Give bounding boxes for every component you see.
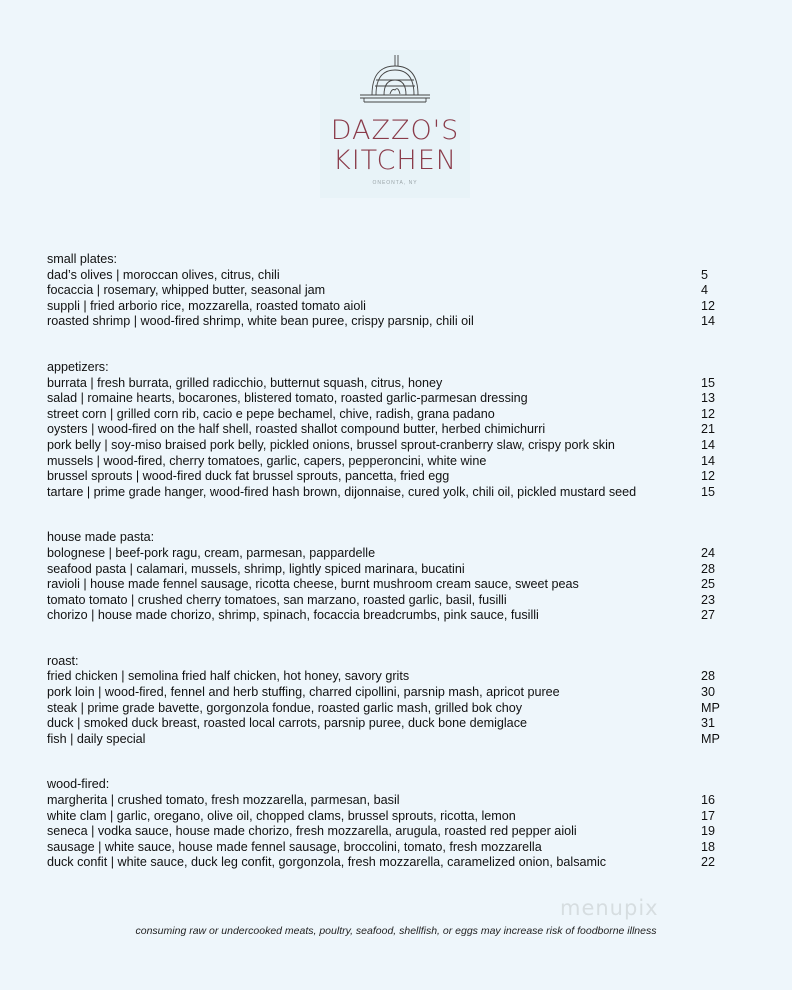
menu-item — [47, 407, 727, 423]
menu-item-price: 18 — [701, 839, 716, 854]
menu-item-description: street corn | grilled corn rib, cacio e pepe bechamel, chive, radish, grana padano — [47, 406, 495, 421]
menu-item-description: pork belly | soy-miso braised pork belly, pickled onions, brussel sprout-cranberry slaw, crispy pork skin — [47, 437, 615, 452]
menu-item-description: oysters | wood-fired on the half shell, roasted shallot compound butter, herbed chimichurri — [47, 422, 546, 437]
menu-item-price: 12 — [701, 406, 716, 421]
menu-item-price: 15 — [701, 484, 716, 499]
menu-item-description: mussels | wood-fired, cherry tomatoes, garlic, capers, pepperoncini, white wine — [47, 453, 487, 468]
menu-item — [47, 685, 727, 701]
menu-item-description: roasted shrimp | wood-fired shrimp, white bean puree, crispy parsnip, chili oil — [47, 314, 474, 329]
menu-item — [47, 701, 727, 717]
menu-item — [47, 824, 727, 840]
menu-item-price: 31 — [701, 716, 716, 731]
menu-item — [47, 732, 727, 748]
section-title: house made pasta: — [47, 530, 155, 545]
menu-item — [47, 669, 727, 685]
menu-item-price: MP — [701, 700, 720, 715]
menu-item-price: 15 — [701, 375, 716, 390]
section-title: wood-fired: — [47, 777, 110, 792]
logo-title-line2: KITCHEN — [333, 145, 457, 176]
menu-item-price: 24 — [701, 545, 716, 560]
menu-item-description: suppli | fried arborio rice, mozzarella, roasted tomato aioli — [47, 298, 366, 313]
menu-item-description: seafood pasta | calamari, mussels, shrimp, lightly spiced marinara, bucatini — [47, 561, 465, 576]
menu-item-price: 13 — [701, 391, 716, 406]
menu-item-description: white clam | garlic, oregano, olive oil, chopped clams, brussel sprouts, ricotta, lemon — [47, 808, 516, 823]
menu-item-price: 5 — [701, 267, 709, 282]
menu-item-price: 14 — [701, 437, 716, 452]
menu-section — [47, 777, 727, 871]
menu-item-price: 19 — [701, 824, 716, 839]
menu-section — [47, 530, 727, 624]
menu-item-description: bolognese | beef-pork ragu, cream, parmesan, pappardelle — [47, 545, 376, 560]
menu-item-description: brussel sprouts | wood-fired duck fat brussel sprouts, pancetta, fried egg — [47, 469, 450, 484]
menu-item-price: 22 — [701, 855, 716, 870]
menu-section — [47, 654, 727, 748]
menu-item — [47, 593, 727, 609]
menu-item — [47, 376, 727, 392]
menu-section — [47, 360, 727, 500]
menu-item — [47, 485, 727, 501]
menu-item-price: MP — [701, 731, 720, 746]
menu-item-description: chorizo | house made chorizo, shrimp, spinach, focaccia breadcrumbs, pink sauce, fusilli — [47, 608, 539, 623]
menu-item — [47, 793, 727, 809]
section-title: roast: — [47, 653, 79, 668]
menu-item-price: 30 — [701, 685, 716, 700]
menu-item — [47, 422, 727, 438]
menu-list — [47, 252, 727, 901]
section-title: small plates: — [47, 252, 117, 266]
menu-item-description: fried chicken | semolina fried half chicken, hot honey, savory grits — [47, 669, 410, 684]
menu-item-price: 14 — [701, 453, 716, 468]
pizza-oven-icon — [320, 50, 470, 120]
menu-item-price: 14 — [701, 314, 716, 329]
menu-item — [47, 577, 727, 593]
menu-item — [47, 840, 727, 856]
menu-item-description: fish | daily special — [47, 731, 146, 746]
menu-item-price: 21 — [701, 422, 716, 437]
menu-item-price: 4 — [701, 283, 709, 298]
menu-item — [47, 716, 727, 732]
logo-location: ONEONTA, NY — [372, 180, 418, 186]
menu-item-price: 28 — [701, 561, 716, 576]
menu-item — [47, 268, 727, 284]
menu-item-description: duck confit | white sauce, duck leg confit, gorgonzola, fresh mozzarella, caramelized onion, balsamic — [47, 855, 607, 870]
menu-item-description: steak | prime grade bavette, gorgonzola fondue, roasted garlic mash, grilled bok choy — [47, 700, 523, 715]
menu-item-price: 27 — [701, 608, 716, 623]
menu-item — [47, 438, 727, 454]
menu-item — [47, 562, 727, 578]
menu-item — [47, 454, 727, 470]
menu-section — [47, 252, 727, 330]
menu-item-description: burrata | fresh burrata, grilled radicchio, butternut squash, citrus, honey — [47, 375, 443, 390]
menu-item-price: 23 — [701, 592, 716, 607]
watermark: menupix — [560, 896, 659, 920]
menu-item-price: 12 — [701, 298, 716, 313]
menu-item-description: pork loin | wood-fired, fennel and herb stuffing, charred cipollini, parsnip mash, apricot puree — [47, 685, 560, 700]
logo-title-line1: DAZZO'S — [330, 115, 460, 146]
menu-item-description: margherita | crushed tomato, fresh mozzarella, parmesan, basil — [47, 793, 400, 808]
menu-item — [47, 608, 727, 624]
menu-item-description: duck | smoked duck breast, roasted local carrots, parsnip puree, duck bone demiglace — [47, 716, 527, 731]
disclaimer: consuming raw or undercooked meats, poultry, seafood, shellfish, or eggs may increase risk of foodborne illness — [135, 925, 657, 937]
menu-item-description: focaccia | rosemary, whipped butter, seasonal jam — [47, 283, 326, 298]
menu-item-description: salad | romaine hearts, bocarones, blistered tomato, roasted garlic-parmesan dressing — [47, 391, 528, 406]
menu-item-description: sausage | white sauce, house made fennel sausage, broccolini, tomato, fresh mozzarella — [47, 839, 542, 854]
menu-item-description: seneca | vodka sauce, house made chorizo, fresh mozzarella, arugula, roasted red pepper aioli — [47, 824, 577, 839]
menu-item — [47, 546, 727, 562]
menu-item — [47, 283, 727, 299]
menu-item — [47, 314, 727, 330]
menu-item-price: 16 — [701, 793, 716, 808]
menu-item — [47, 299, 727, 315]
menu-item-price: 17 — [701, 808, 716, 823]
menu-item — [47, 469, 727, 485]
restaurant-logo — [320, 50, 470, 198]
menu-item-price: 28 — [701, 669, 716, 684]
menu-item — [47, 391, 727, 407]
menu-item-price: 12 — [701, 469, 716, 484]
menu-item-description: ravioli | house made fennel sausage, ricotta cheese, burnt mushroom cream sauce, sweet peas — [47, 577, 579, 592]
section-title: appetizers: — [47, 359, 109, 374]
menu-item-price: 25 — [701, 577, 716, 592]
menu-item-description: dad’s olives | moroccan olives, citrus, chili — [47, 267, 280, 282]
menu-item-description: tartare | prime grade hanger, wood-fired hash brown, dijonnaise, cured yolk, chili oil, pickled mustard seed — [47, 484, 637, 499]
menu-item — [47, 809, 727, 825]
menu-item — [47, 855, 727, 871]
menu-item-description: tomato tomato | crushed cherry tomatoes, san marzano, roasted garlic, basil, fusilli — [47, 592, 507, 607]
